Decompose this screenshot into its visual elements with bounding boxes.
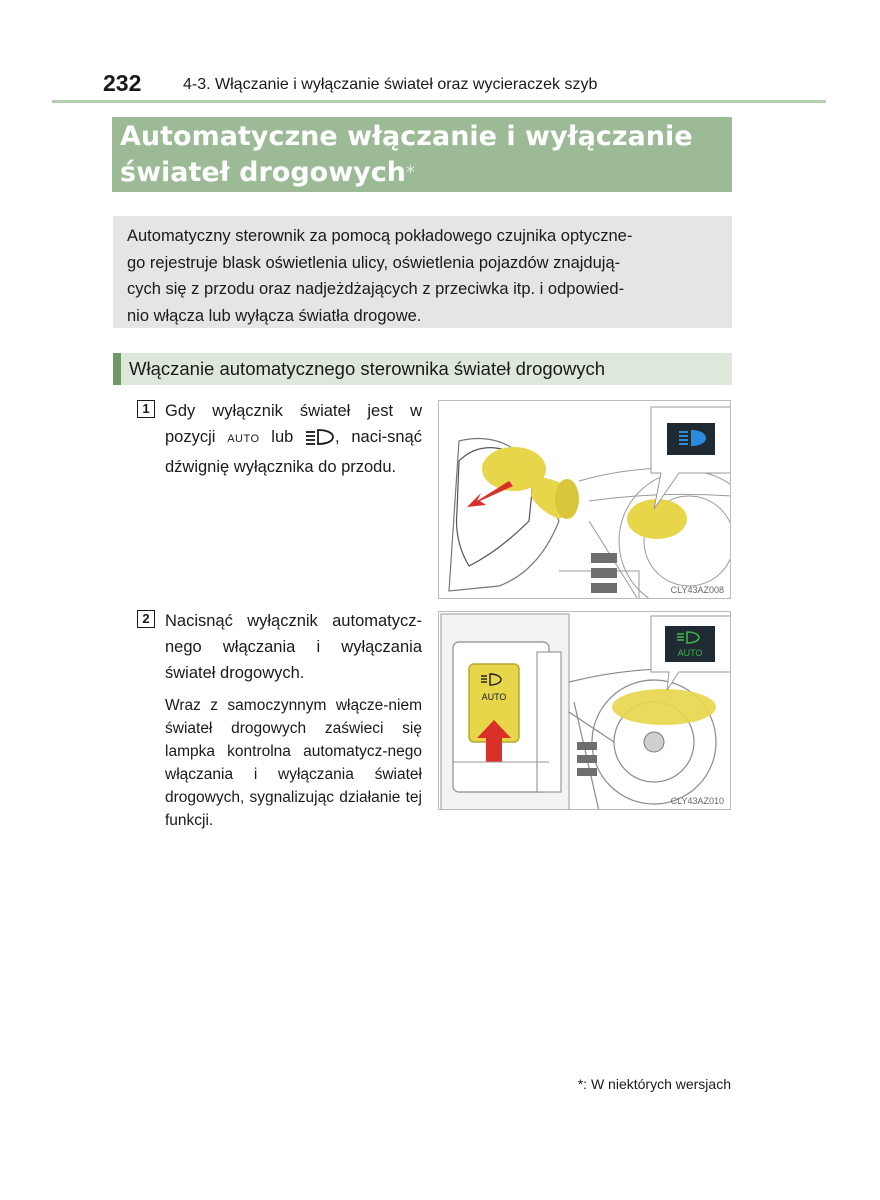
auto-symbol: AUTO [227, 433, 260, 445]
page-number: 232 [103, 70, 142, 96]
step-note: Wraz z samoczynnym włącze-niem świateł drogowych zaświeci się lampka kontrolna automatycz-nego włączania i wyłączania świateł drogowych, sygnalizując działanie tej funkcji. [165, 697, 422, 829]
footnote-marker: * [405, 162, 415, 183]
figure-lever [438, 400, 731, 599]
figure-label: CLY43AZ010 [670, 796, 724, 806]
button-auto-label: AUTO [481, 692, 507, 702]
high-beam-icon [305, 428, 335, 454]
section-heading: Włączanie automatycznego sterownika świateł drogowych [113, 353, 732, 385]
step-2 [137, 608, 422, 832]
figure-auto-button [438, 611, 731, 810]
page-title [112, 117, 732, 192]
step-text-part: lub [259, 428, 306, 446]
step-text-part: Gdy wyłącznik świateł jest w pozycji [165, 402, 422, 446]
running-header: 4-3. Włączanie i wyłączanie świateł oraz wycieraczek szyb [183, 76, 598, 93]
step-1 [137, 398, 422, 480]
step-text-part: , naci-snąć dźwignię wyłącznika do przodu. [165, 428, 422, 476]
title-line-1: Automatyczne włączanie i wyłączanie [120, 121, 693, 152]
intro-line: cych się z przodu oraz nadjeżdżających z przeciwka itp. i odpowied- [127, 280, 625, 298]
step-text: Nacisnąć wyłącznik automatycz-nego włączania i wyłączania świateł drogowych. [165, 612, 422, 682]
figure-label: CLY43AZ008 [670, 585, 724, 595]
step-number: 2 [137, 610, 155, 628]
indicator-auto-label: AUTO [677, 648, 703, 658]
intro-line: Automatyczny sterownik za pomocą pokładowego czujnika optyczne- [127, 227, 633, 245]
footnote [578, 1076, 731, 1092]
header-rule [52, 100, 826, 103]
footnote-marker: * [577, 1076, 584, 1092]
step-number: 1 [137, 400, 155, 418]
intro-line: go rejestruje blask oświetlenia ulicy, oświetlenia pojazdów znajdują- [127, 253, 621, 272]
intro-line: nio włącza lub wyłącza światła drogowe. [127, 306, 422, 325]
footnote-text: : W niektórych wersjach [583, 1076, 731, 1092]
step-text [165, 398, 422, 480]
title-line-2-text: świateł drogowych [120, 157, 406, 188]
intro-box [113, 216, 732, 328]
title-line-2 [120, 155, 724, 191]
